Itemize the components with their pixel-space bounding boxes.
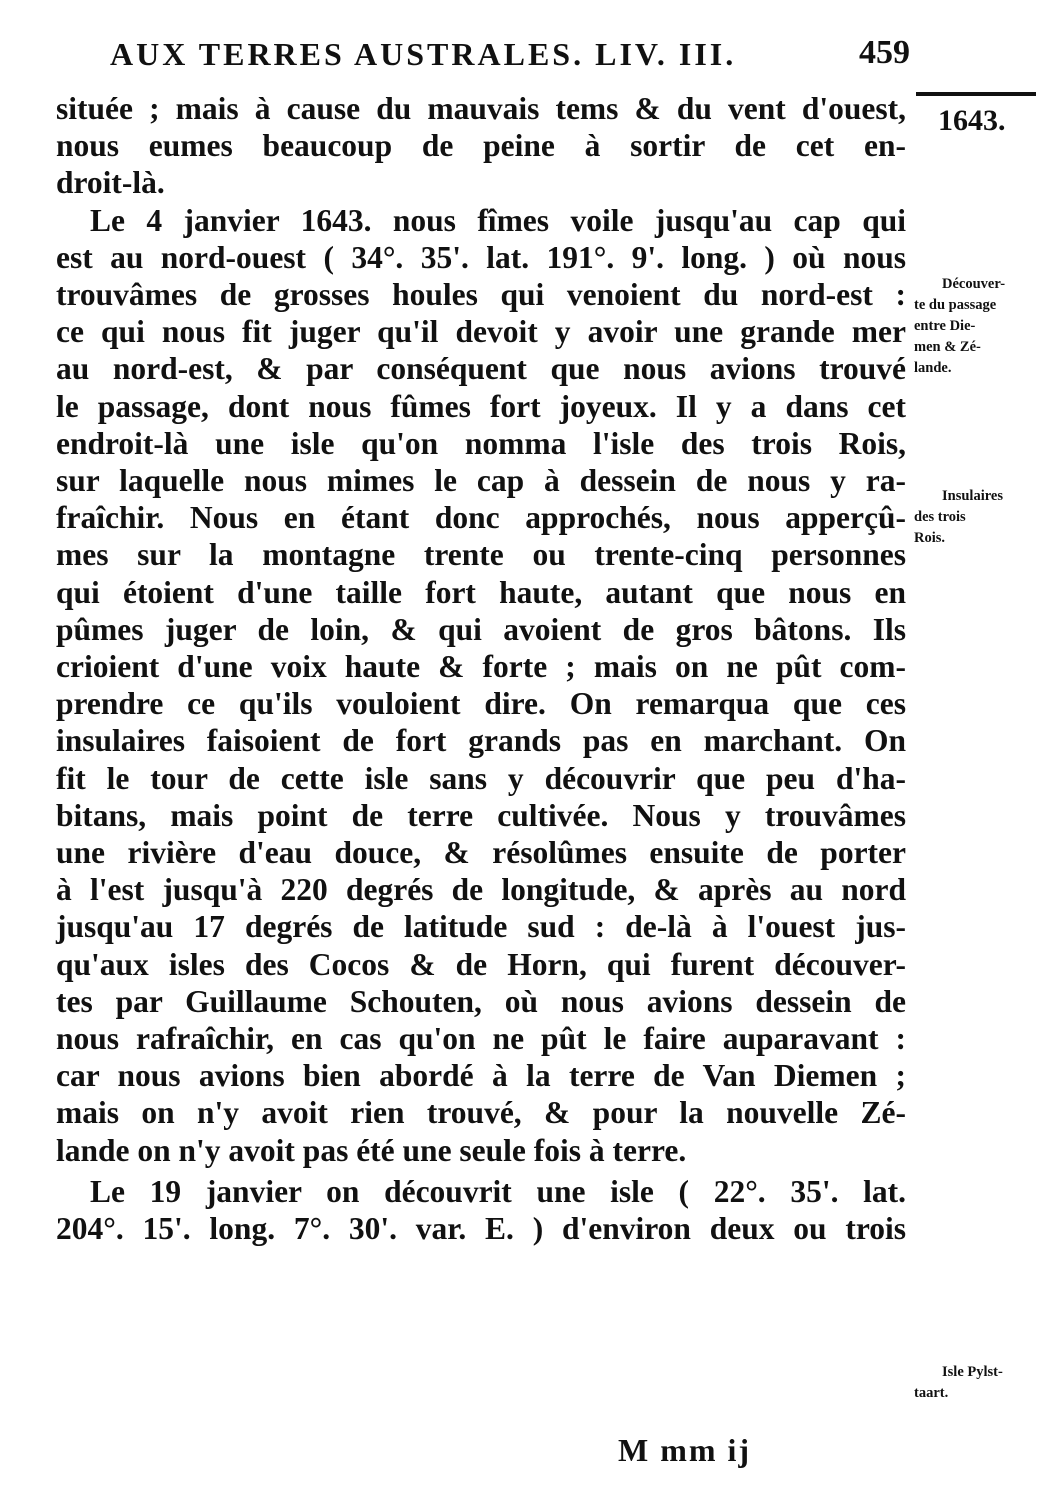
text-line: le passage, dont nous fûmes fort joyeux. Il y a dans cet bbox=[56, 388, 906, 424]
text-line: crioient d'une voix haute & forte ; mais on ne pût com- bbox=[56, 649, 906, 685]
text-line: Le 4 janvier 1643. nous fîmes voile jusqu'au cap qui bbox=[90, 202, 906, 238]
note-line: entre Die- bbox=[914, 318, 976, 334]
text-line: insulaires faisoient de fort grands pas en marchant. On bbox=[56, 723, 906, 759]
text-line: fit le tour de cette isle sans y découvrir que peu d'ha- bbox=[56, 760, 906, 796]
text-line: droit-là. bbox=[56, 165, 165, 201]
note-line: Découver- bbox=[942, 276, 1006, 292]
text-line: trouvâmes de grosses houles qui venoient du nord-est : bbox=[56, 277, 906, 313]
text-line: qu'aux isles des Cocos & de Horn, qui furent découver- bbox=[56, 946, 906, 982]
text-line: tes par Guillaume Schouten, où nous avions dessein de bbox=[56, 983, 906, 1019]
text-line: est au nord-ouest ( 34°. 35'. lat. 191°. 9'. long. ) où nous bbox=[56, 239, 906, 275]
note-line: taart. bbox=[914, 1385, 949, 1401]
text-line: car nous avions bien abordé à la terre de Van Diemen ; bbox=[56, 1058, 906, 1094]
text-line: nous rafraîchir, en cas qu'on ne pût le faire auparavant : bbox=[56, 1021, 906, 1057]
note-line: des trois bbox=[914, 509, 966, 525]
text-line: au nord-est, & par conséquent que nous avions trouvé bbox=[56, 351, 906, 387]
marginal-note-isle bbox=[914, 1362, 1044, 1404]
note-line: lande. bbox=[914, 360, 952, 376]
text-line: mais on n'y avoit rien trouvé, & pour la nouvelle Zé- bbox=[56, 1095, 906, 1131]
note-line: Insulaires bbox=[942, 488, 1003, 504]
text-line: ce qui nous fit juger qu'il devoit y avoir une grande mer bbox=[56, 314, 906, 350]
text-line: lande on n'y avoit pas été une seule fois à terre. bbox=[56, 1132, 687, 1168]
text-line: située ; mais à cause du mauvais tems & du vent d'ouest, bbox=[56, 91, 906, 126]
note-line: men & Zé- bbox=[914, 339, 981, 355]
running-header bbox=[110, 30, 910, 80]
note-line: Rois. bbox=[914, 530, 946, 546]
margin-rule bbox=[916, 92, 1036, 96]
text-line: pûmes juger de loin, & qui avoient de gros bâtons. Ils bbox=[56, 611, 906, 647]
text-line: bitans, mais point de terre cultivée. Nous y trouvâmes bbox=[56, 797, 906, 833]
text-line: jusqu'au 17 degrés de latitude sud : de-là à l'ouest jus- bbox=[56, 909, 906, 945]
text-line: 204°. 15'. long. 7°. 30'. var. E. ) d'environ deux ou trois bbox=[56, 1211, 906, 1247]
text-line: endroit-là une isle qu'on nomma l'isle des trois Rois, bbox=[56, 425, 906, 461]
page-number: 459 bbox=[859, 34, 910, 71]
marginal-note-insulaires bbox=[914, 486, 1044, 549]
text-line: qui étoient d'une taille fort haute, autant que nous en bbox=[56, 574, 906, 610]
marginal-note-passage bbox=[914, 274, 1044, 379]
note-line: Isle Pylst- bbox=[942, 1364, 1003, 1380]
note-line: te du passage bbox=[914, 297, 997, 313]
margin-year: 1643. bbox=[938, 104, 1006, 137]
main-text-column bbox=[56, 90, 906, 1247]
text-line: une rivière d'eau douce, & résolûmes ensuite de porter bbox=[56, 835, 906, 871]
text-line: nous eumes beaucoup de peine à sortir de cet en- bbox=[56, 128, 906, 164]
text-line: prendre ce qu'ils vouloient dire. On remarqua que ces bbox=[56, 686, 906, 722]
text-line: Le 19 janvier on découvrit une isle ( 22°. 35'. lat. bbox=[90, 1173, 906, 1209]
folio-signature: M mm ij bbox=[618, 1432, 752, 1468]
text-line: sur laquelle nous mimes le cap à dessein de nous y ra- bbox=[56, 463, 906, 499]
text-line: à l'est jusqu'à 220 degrés de longitude, & après au nord bbox=[56, 872, 906, 908]
text-line: mes sur la montagne trente ou trente-cinq personnes bbox=[56, 537, 906, 573]
running-title: AUX TERRES AUSTRALES. LIV. III. bbox=[110, 36, 737, 72]
text-line: fraîchir. Nous en étant donc approchés, nous apperçû- bbox=[56, 500, 906, 536]
